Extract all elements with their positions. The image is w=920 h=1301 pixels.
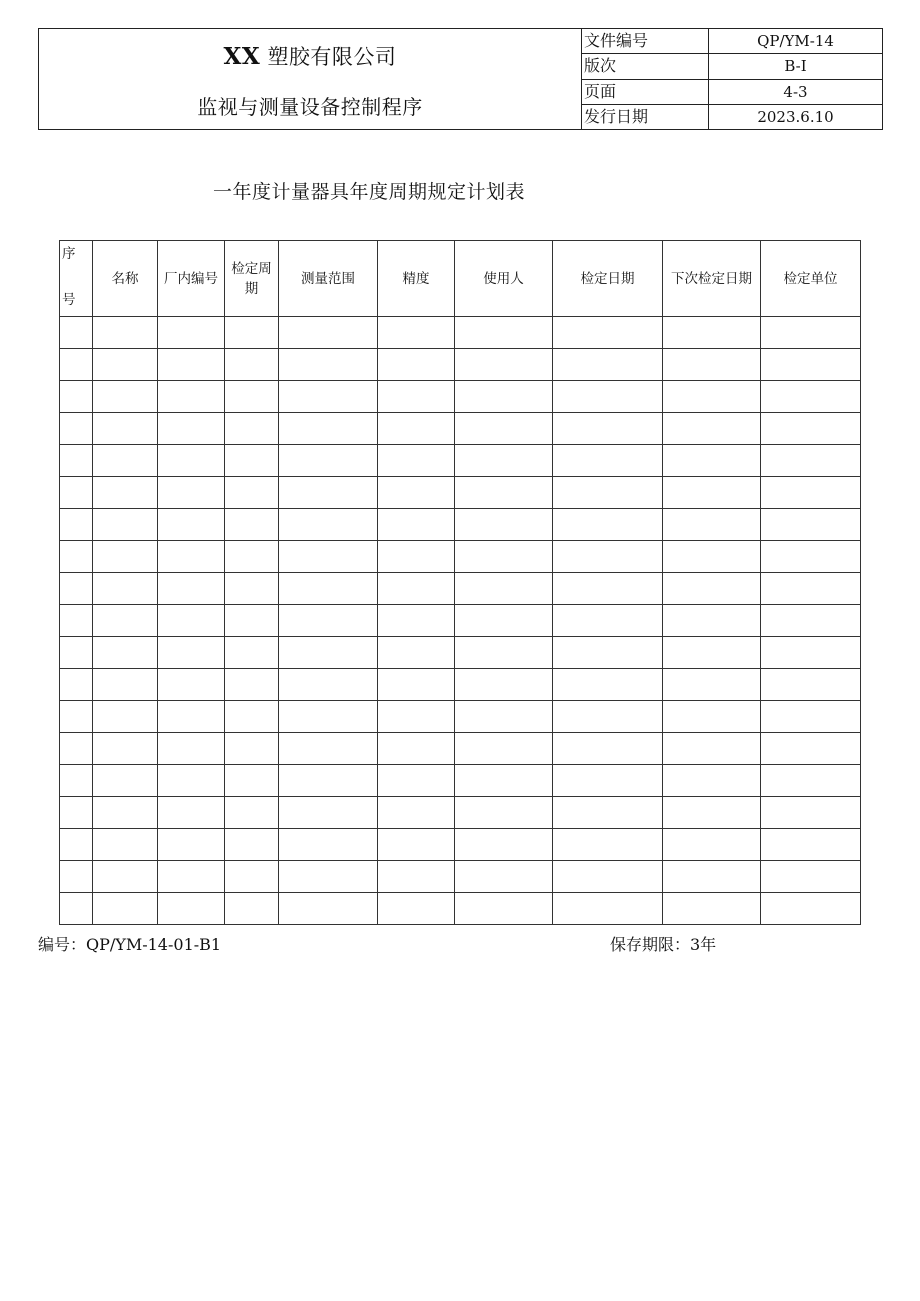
table-cell [378,669,455,701]
table-cell [279,637,378,669]
table-cell [663,893,761,925]
table-cell [225,797,279,829]
table-cell [60,477,93,509]
table-cell [663,541,761,573]
table-cell [93,733,158,765]
table-cell [158,829,225,861]
table-row [60,413,861,445]
table-cell [455,829,553,861]
table-cell [663,573,761,605]
document-header [38,28,883,130]
table-cell [158,573,225,605]
table-cell [455,445,553,477]
table-cell [378,733,455,765]
table-cell [279,445,378,477]
table-cell [93,605,158,637]
table-cell [225,701,279,733]
table-cell [761,637,861,669]
table-cell [279,381,378,413]
table-cell [60,733,93,765]
meta-label: 发行日期 [582,104,709,129]
table-row [60,509,861,541]
table-cell [455,765,553,797]
table-cell [225,893,279,925]
table-cell [761,381,861,413]
meta-label: 版次 [582,54,709,79]
table-cell [663,445,761,477]
table-header-row [60,241,861,317]
table-cell [225,477,279,509]
meta-row-file-number [582,29,883,54]
table-cell [158,765,225,797]
table-cell [378,765,455,797]
table-cell [553,701,663,733]
table-cell [279,829,378,861]
table-cell [663,765,761,797]
table-cell [158,477,225,509]
table-row [60,701,861,733]
table-cell [663,605,761,637]
table-cell [279,317,378,349]
table-cell [158,349,225,381]
table-cell [553,349,663,381]
meta-label: 文件编号 [582,29,709,54]
table-cell [455,861,553,893]
table-cell [553,541,663,573]
column-header: 厂内编号 [158,241,225,317]
table-cell [378,317,455,349]
form-code: 编号：QP/YM-14-01-B1 [38,935,222,954]
table-cell [93,765,158,797]
table-cell [225,509,279,541]
table-cell [93,893,158,925]
column-header: 精度 [378,241,455,317]
table-cell [553,413,663,445]
table-cell [378,701,455,733]
table-cell [279,605,378,637]
table-cell [93,381,158,413]
table-cell [378,637,455,669]
table-cell [93,509,158,541]
table-cell [378,413,455,445]
table-cell [761,317,861,349]
table-cell [761,669,861,701]
table-cell [279,733,378,765]
table-cell [378,381,455,413]
table-cell [158,413,225,445]
table-cell [60,509,93,541]
table-cell [378,605,455,637]
table-cell [225,445,279,477]
table-cell [158,605,225,637]
table-cell [761,829,861,861]
table-cell [761,893,861,925]
table-cell [455,573,553,605]
meta-row-revision [582,54,883,79]
table-cell [663,669,761,701]
table-cell [761,765,861,797]
table-cell [378,893,455,925]
table-cell [455,509,553,541]
table-cell [553,509,663,541]
table-body [60,317,861,925]
procedure-title: 监视与测量设备控制程序 [197,95,423,119]
table-row [60,829,861,861]
table-cell [60,413,93,445]
table-cell [279,701,378,733]
table-cell [60,317,93,349]
table-cell [158,669,225,701]
table-cell [553,861,663,893]
table-row [60,637,861,669]
table-cell [158,893,225,925]
table-cell [663,509,761,541]
table-row [60,797,861,829]
table-cell [279,541,378,573]
table-cell [93,861,158,893]
table-cell [60,765,93,797]
table-cell [225,541,279,573]
table-cell [455,701,553,733]
table-cell [158,637,225,669]
table-cell [553,765,663,797]
table-cell [60,541,93,573]
table-cell [553,733,663,765]
table-cell [225,861,279,893]
table-row [60,381,861,413]
table-cell [761,861,861,893]
column-header: 检定单位 [761,241,861,317]
table-cell [761,509,861,541]
table-cell [158,541,225,573]
column-header: 检定周期 [225,241,279,317]
table-cell [225,733,279,765]
table-cell [663,797,761,829]
table-cell [378,541,455,573]
table-cell [553,605,663,637]
table-cell [378,477,455,509]
table-cell [761,541,861,573]
form-title: 一年度计量器具年度周期规定计划表 [213,181,526,203]
table-row [60,733,861,765]
table-row [60,541,861,573]
table-cell [663,381,761,413]
table-cell [455,605,553,637]
table-cell [455,797,553,829]
table-row [60,765,861,797]
table-cell [279,893,378,925]
table-cell [158,381,225,413]
seq-header-bottom: 号 [62,292,76,308]
calibration-plan-table [59,240,861,925]
table-row [60,477,861,509]
table-cell [553,637,663,669]
table-cell [225,349,279,381]
table-cell [279,861,378,893]
table-cell [663,637,761,669]
table-row [60,893,861,925]
table-cell [553,829,663,861]
retention-period: 保存期限：3年 [610,935,717,954]
table-cell [158,861,225,893]
table-cell [93,477,158,509]
table-cell [93,541,158,573]
table-cell [158,797,225,829]
table-cell [663,349,761,381]
table-row [60,317,861,349]
table-cell [279,765,378,797]
table-cell [60,573,93,605]
company-brand: XX [223,43,261,70]
table-cell [158,733,225,765]
table-cell [553,477,663,509]
table-cell [225,317,279,349]
table-cell [553,669,663,701]
table-cell [663,829,761,861]
table-cell [378,349,455,381]
table-cell [455,893,553,925]
table-cell [60,701,93,733]
table-cell [761,797,861,829]
table-cell [761,477,861,509]
table-cell [93,317,158,349]
table-cell [60,349,93,381]
table-cell [663,701,761,733]
table-cell [158,445,225,477]
table-cell [663,861,761,893]
table-cell [455,637,553,669]
table-row [60,861,861,893]
table-cell [279,477,378,509]
table-cell [225,381,279,413]
table-cell [663,733,761,765]
table-cell [279,509,378,541]
table-row [60,669,861,701]
table-cell [93,445,158,477]
table-row [60,573,861,605]
column-header: 使用人 [455,241,553,317]
table-cell [761,573,861,605]
column-header: 下次检定日期 [663,241,761,317]
table-cell [279,797,378,829]
table-cell [378,509,455,541]
table-cell [761,701,861,733]
table-cell [93,349,158,381]
table-cell [225,637,279,669]
table-cell [93,637,158,669]
table-cell [60,381,93,413]
table-cell [225,413,279,445]
table-cell [60,637,93,669]
table-cell [761,733,861,765]
table-cell [455,413,553,445]
table-cell [225,765,279,797]
company-name-text: 塑胶有限公司 [267,45,397,69]
table-cell [93,413,158,445]
column-header: 名称 [93,241,158,317]
table-cell [60,445,93,477]
table-cell [158,509,225,541]
table-cell [60,861,93,893]
table-cell [60,829,93,861]
table-cell [60,797,93,829]
table-row [60,605,861,637]
table-cell [663,477,761,509]
column-header-seq [60,241,93,317]
table-cell [225,669,279,701]
table-cell [279,413,378,445]
table-cell [761,349,861,381]
meta-value: QP/YM-14 [709,29,883,54]
meta-row-page [582,79,883,104]
table-cell [455,349,553,381]
table-cell [553,445,663,477]
table-cell [378,829,455,861]
table-cell [225,573,279,605]
table-cell [60,893,93,925]
table-row [60,349,861,381]
table-cell [378,861,455,893]
table-cell [455,733,553,765]
table-cell [158,701,225,733]
table-cell [455,317,553,349]
table-cell [553,573,663,605]
table-cell [93,669,158,701]
table-row [60,445,861,477]
table-cell [761,413,861,445]
document-meta-table [581,28,883,130]
table-cell [553,797,663,829]
table-cell [455,381,553,413]
table-cell [761,605,861,637]
table-cell [553,893,663,925]
table-cell [158,317,225,349]
meta-label: 页面 [582,79,709,104]
meta-value: 4-3 [709,79,883,104]
seq-header-top: 序 [62,246,76,262]
table-cell [93,701,158,733]
table-cell [60,605,93,637]
table-cell [663,317,761,349]
company-name [39,41,581,71]
column-header: 检定日期 [553,241,663,317]
table-cell [225,829,279,861]
table-cell [663,413,761,445]
meta-value: B-I [709,54,883,79]
column-header: 测量范围 [279,241,378,317]
meta-value: 2023.6.10 [709,104,883,129]
table-cell [378,445,455,477]
table-cell [279,573,378,605]
table-cell [761,445,861,477]
table-cell [455,541,553,573]
table-cell [553,317,663,349]
meta-row-issue-date [582,104,883,129]
table-cell [378,573,455,605]
table-cell [378,797,455,829]
table-cell [93,797,158,829]
table-cell [225,605,279,637]
table-cell [60,669,93,701]
table-cell [279,349,378,381]
table-cell [553,381,663,413]
table-cell [455,477,553,509]
table-cell [279,669,378,701]
table-cell [93,829,158,861]
table-cell [93,573,158,605]
table-cell [455,669,553,701]
